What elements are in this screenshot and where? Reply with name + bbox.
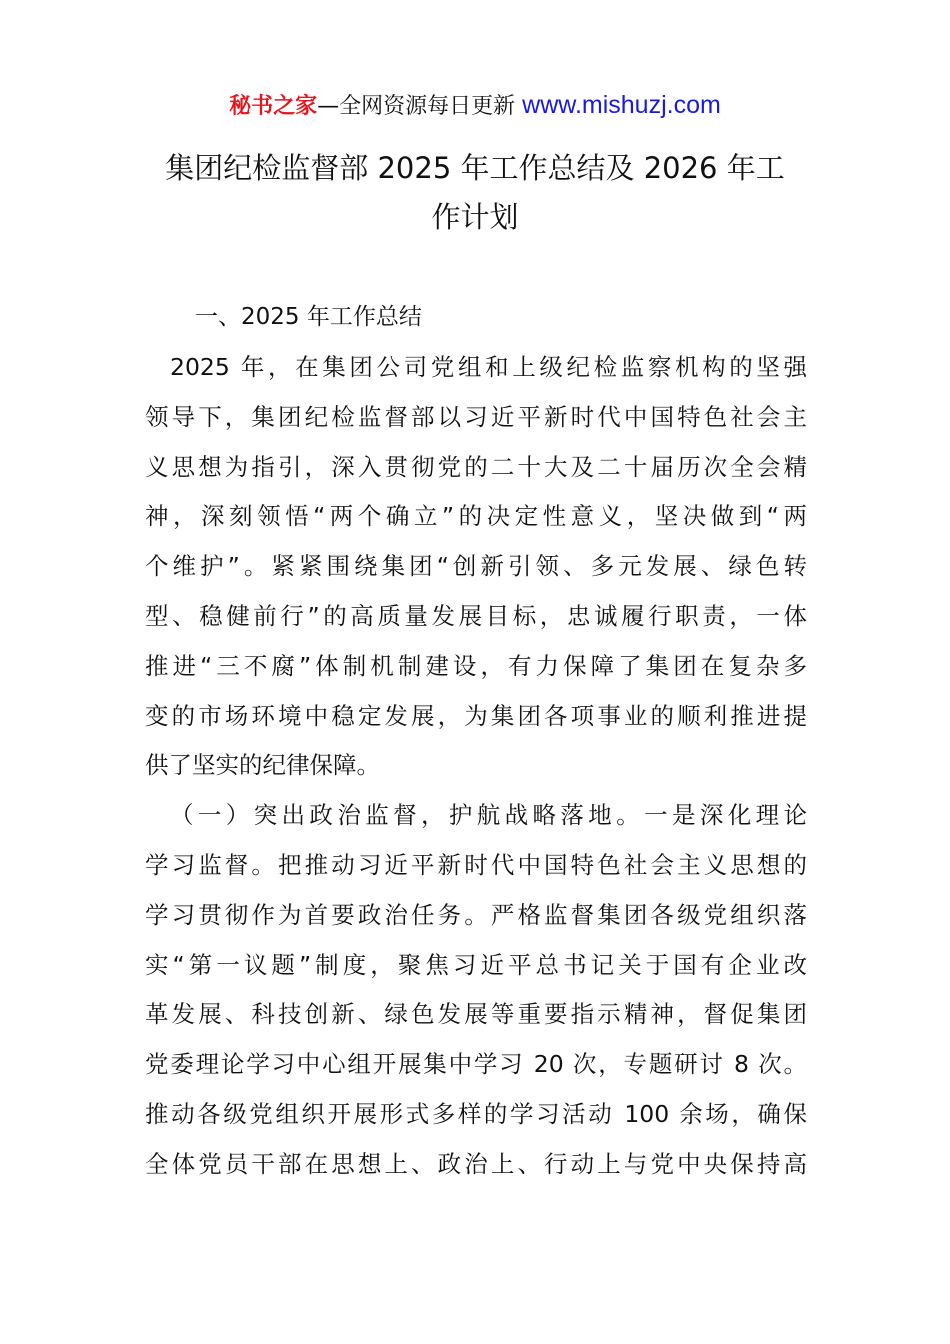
banner-brand: 秘书之家 (229, 94, 318, 119)
paragraph-line: 学习监督。把推动习近平新时代中国特色社会主义思想的 (145, 851, 807, 879)
paragraph-line: 个维护”。紧紧围绕集团“创新引领、多元发展、绿色转 (145, 552, 807, 581)
paragraph-line: 推动各级党组织开展形式多样的学习活动 100 余场，确保 (145, 1100, 807, 1128)
paragraph-line: 变的市场环境中稳定发展，为集团各项事业的顺利推进提 (145, 701, 807, 730)
paragraph-line: 供了坚实的纪律保障。 (145, 751, 380, 780)
paragraph-line: 全体党员干部在思想上、政治上、行动上与党中央保持高 (145, 1149, 807, 1178)
paragraph-line: 学习贯彻作为首要政治任务。严格监督集团各级党组织落 (145, 900, 807, 929)
paragraph-line: 领导下，集团纪检监督部以习近平新时代中国特色社会主 (145, 402, 807, 431)
paragraph-line: 党委理论学习中心组开展集中学习 20 次，专题研讨 8 次。 (145, 1050, 807, 1079)
section-heading: 一、2025 年工作总结 (195, 304, 422, 330)
paragraph-line: 神，深刻领悟“两个确立”的决定性意义，坚决做到“两 (145, 502, 807, 531)
paragraph-line: 义思想为指引，深入贯彻党的二十大及二十届历次全会精 (145, 452, 807, 481)
banner-slogan: —全网资源每日更新 (317, 94, 523, 119)
watermark-banner (0, 88, 950, 124)
paragraph-line: 推进“三不腐”体制机制建设，有力保障了集团在复杂多 (145, 651, 807, 680)
document-title-line-2: 作计划 (431, 200, 519, 234)
paragraph-line: （一）突出政治监督，护航战略落地。一是深化理论 (170, 801, 807, 830)
paragraph-line: 2025 年，在集团公司党组和上级纪检监察机构的坚强 (170, 353, 807, 381)
document-title-line-1: 集团纪检监督部 2025 年工作总结及 2026 年工 (165, 151, 785, 185)
paragraph-line: 实“第一议题”制度，聚焦习近平总书记关于国有企业改 (145, 950, 807, 979)
paragraph-line: 型、稳健前行”的高质量发展目标，忠诚履行职责，一体 (145, 602, 807, 630)
paragraph-line: 革发展、科技创新、绿色发展等重要指示精神，督促集团 (145, 1000, 807, 1029)
banner-url[interactable]: www.mishuzj.com (522, 91, 721, 119)
